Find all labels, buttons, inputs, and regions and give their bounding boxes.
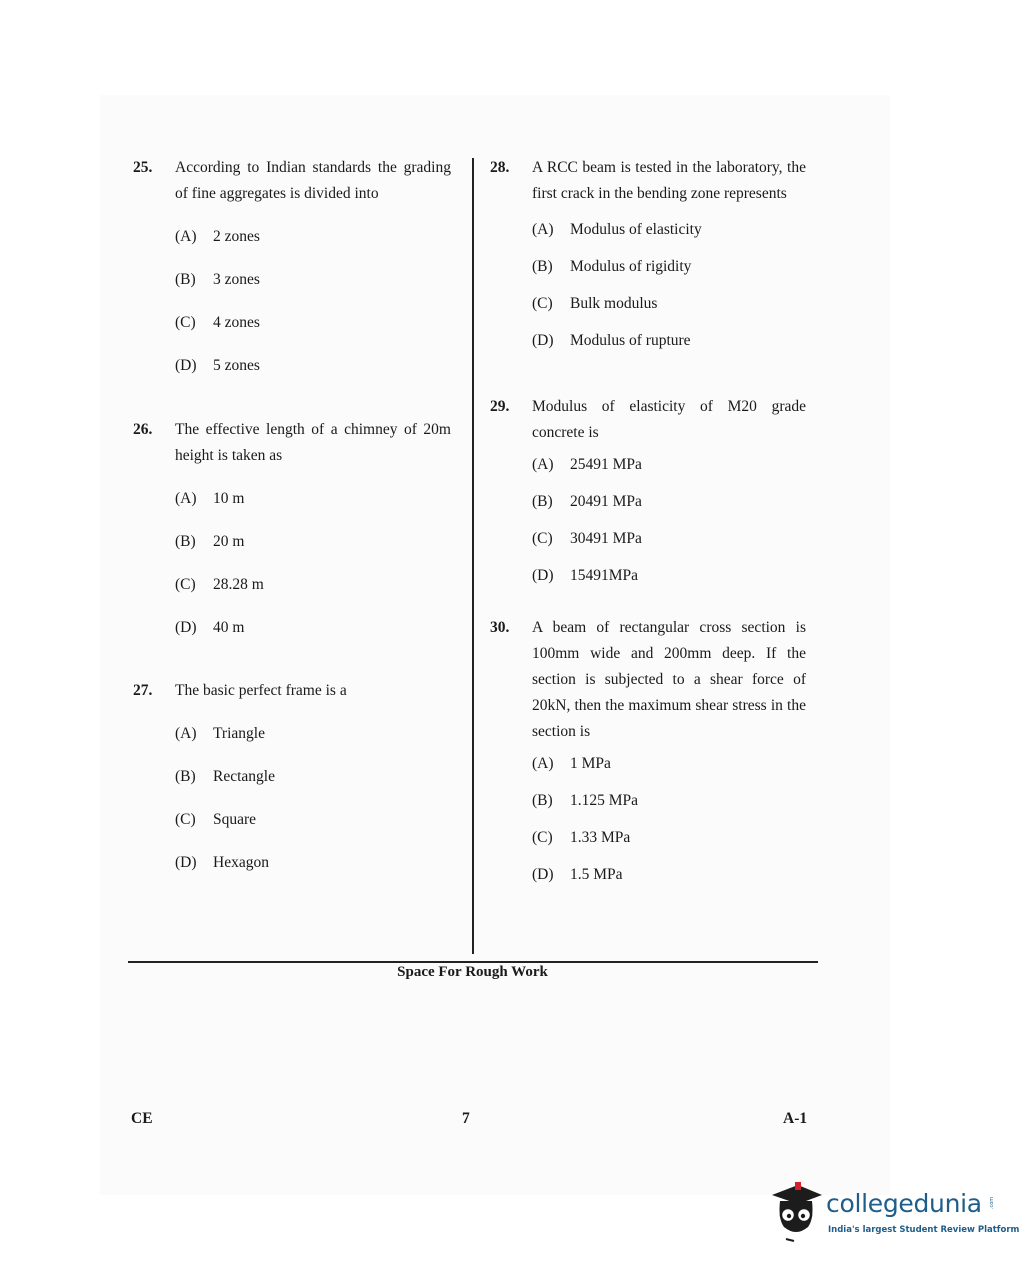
question-text: A beam of rectangular cross section is 100mm wide and 200mm deep. If the section is subjected to a shear force of 20kN, then the maximum shear stress in the section is	[532, 619, 806, 740]
option-text: Square	[213, 811, 257, 828]
option-text: Rectangle	[213, 768, 275, 785]
option-letter: (B)	[532, 258, 553, 275]
option-text: 1.125 MPa	[570, 792, 639, 809]
option-a	[175, 224, 451, 250]
horizontal-rule	[128, 961, 818, 963]
question-text: The effective length of a chimney of 20m height is taken as	[175, 421, 451, 464]
question-text: Modulus of elasticity of M20 grade concrete is	[532, 398, 806, 441]
option-text: 4 zones	[213, 314, 260, 331]
question-27	[133, 678, 451, 704]
option-text: 28.28 m	[213, 576, 264, 593]
option-text: 1.33 MPa	[570, 829, 631, 846]
option-letter: (D)	[532, 567, 554, 584]
option-letter: (B)	[175, 271, 196, 288]
footer-page-number: 7	[462, 1110, 470, 1127]
left-column	[133, 155, 451, 893]
brand-name: collegedunia	[826, 1189, 982, 1218]
graduate-mascot-icon	[768, 1179, 824, 1250]
option-c	[175, 310, 451, 336]
option-text: 25491 MPa	[570, 456, 642, 473]
option-letter: (C)	[175, 811, 196, 828]
question-30	[490, 615, 806, 745]
question-28	[490, 155, 806, 207]
question-text: A RCC beam is tested in the laboratory, the first crack in the bending zone represents	[532, 159, 806, 202]
question-26	[133, 417, 451, 469]
brand-tagline: India's largest Student Review Platform	[828, 1225, 1020, 1235]
option-b	[532, 254, 806, 280]
option-text: Triangle	[213, 725, 265, 742]
option-text: Modulus of rupture	[570, 332, 691, 349]
option-text: 1 MPa	[570, 755, 611, 772]
option-d	[175, 850, 451, 876]
options-29	[490, 452, 806, 589]
option-c	[175, 807, 451, 833]
options-28	[490, 217, 806, 354]
option-b	[532, 489, 806, 515]
option-letter: (B)	[175, 533, 196, 550]
question-number: 29.	[490, 398, 510, 415]
footer-booklet-code: A-1	[783, 1110, 808, 1127]
option-a	[532, 217, 806, 243]
option-letter: (C)	[532, 530, 553, 547]
option-a	[532, 452, 806, 478]
collegedunia-watermark	[768, 1177, 1020, 1247]
options-30	[490, 751, 806, 888]
option-letter: (A)	[532, 221, 554, 238]
option-c	[532, 291, 806, 317]
question-25	[133, 155, 451, 207]
column-divider	[472, 158, 474, 954]
option-text: Hexagon	[213, 854, 269, 871]
option-letter: (A)	[175, 725, 197, 742]
option-d	[175, 353, 451, 379]
right-column	[490, 155, 806, 899]
option-d	[175, 615, 451, 641]
rough-work-label: Space For Rough Work	[397, 964, 548, 980]
question-number: 25.	[133, 159, 153, 176]
option-letter: (D)	[175, 854, 197, 871]
question-29	[490, 394, 806, 446]
option-text: 5 zones	[213, 357, 260, 374]
brand-dotcom: .com	[989, 1196, 996, 1210]
option-letter: (B)	[175, 768, 196, 785]
option-c	[175, 572, 451, 598]
option-a	[532, 751, 806, 777]
option-b	[175, 529, 451, 555]
option-letter: (B)	[532, 493, 553, 510]
option-letter: (C)	[175, 576, 196, 593]
option-letter: (D)	[532, 332, 554, 349]
question-number: 26.	[133, 421, 153, 438]
option-letter: (C)	[532, 829, 553, 846]
option-text: 20 m	[213, 533, 245, 550]
option-text: Modulus of rigidity	[570, 258, 692, 275]
option-text: 15491MPa	[570, 567, 639, 584]
option-text: Modulus of elasticity	[570, 221, 702, 238]
option-text: 3 zones	[213, 271, 260, 288]
options-26	[133, 486, 451, 641]
option-b	[532, 788, 806, 814]
option-text: 20491 MPa	[570, 493, 642, 510]
option-letter: (D)	[175, 357, 197, 374]
option-b	[175, 267, 451, 293]
option-text: 40 m	[213, 619, 245, 636]
option-a	[175, 486, 451, 512]
option-letter: (A)	[175, 228, 197, 245]
option-c	[532, 825, 806, 851]
option-text: 2 zones	[213, 228, 260, 245]
option-letter: (A)	[175, 490, 197, 507]
option-d	[532, 563, 806, 589]
options-27	[133, 721, 451, 876]
question-number: 30.	[490, 619, 510, 636]
option-c	[532, 526, 806, 552]
option-a	[175, 721, 451, 747]
question-number: 27.	[133, 682, 153, 699]
question-text: The basic perfect frame is a	[175, 682, 347, 699]
option-letter: (D)	[532, 866, 554, 883]
option-text: Bulk modulus	[570, 295, 658, 312]
options-25	[133, 224, 451, 379]
option-text: 1.5 MPa	[570, 866, 623, 883]
question-text: According to Indian standards the grading of fine aggregates is divided into	[175, 159, 451, 202]
option-letter: (A)	[532, 456, 554, 473]
option-d	[532, 328, 806, 354]
option-letter: (C)	[532, 295, 553, 312]
option-d	[532, 862, 806, 888]
question-number: 28.	[490, 159, 510, 176]
footer-subject-code: CE	[131, 1110, 153, 1127]
option-letter: (D)	[175, 619, 197, 636]
option-letter: (C)	[175, 314, 196, 331]
option-letter: (A)	[532, 755, 554, 772]
option-text: 10 m	[213, 490, 245, 507]
option-b	[175, 764, 451, 790]
option-text: 30491 MPa	[570, 530, 642, 547]
option-letter: (B)	[532, 792, 553, 809]
